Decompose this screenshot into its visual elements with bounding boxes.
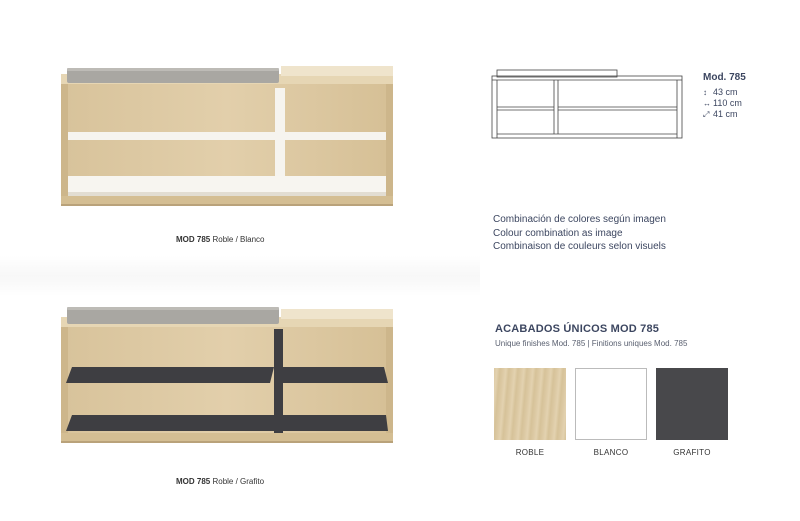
spec-title: Mod. 785 — [703, 72, 746, 83]
depth-arrow-icon: ⤢ — [703, 110, 710, 119]
finishes-title: ACABADOS ÚNICOS MOD 785 — [495, 323, 660, 335]
dimension-height: ↕ 43 cm — [703, 87, 738, 97]
colour-combination-note — [493, 213, 666, 254]
divider-band — [0, 256, 480, 296]
swatch-roble — [494, 368, 566, 440]
spec-dimensions — [703, 87, 742, 120]
combination-es: Combinación de colores según imagen — [493, 214, 666, 225]
combination-fr: Combinaison de couleurs selon visuels — [493, 241, 666, 252]
product-caption-1: MOD 785 Roble / Blanco — [176, 235, 265, 244]
swatch-grafito — [656, 368, 728, 440]
dimension-width: ↔ 110 cm — [703, 98, 742, 108]
bench-image-roble-grafito — [56, 305, 402, 450]
finishes-subtitle: Unique finishes Mod. 785 | Finitions uniques Mod. 785 — [495, 339, 688, 348]
width-arrow-icon: ↔ — [703, 99, 711, 108]
product-caption-2: MOD 785 Roble / Grafito — [176, 477, 265, 486]
combination-en: Colour combination as image — [493, 227, 623, 239]
swatch-label-blanco: BLANCO — [593, 448, 629, 457]
dimension-depth: ⤢ 41 cm — [703, 109, 738, 119]
bench-image-roble-blanco — [56, 62, 402, 212]
technical-drawing — [488, 66, 688, 144]
swatch-label-roble: ROBLE — [515, 448, 545, 457]
swatch-blanco — [575, 368, 647, 440]
swatch-label-grafito: GRAFITO — [673, 448, 711, 457]
height-arrow-icon: ↕ — [703, 88, 707, 97]
